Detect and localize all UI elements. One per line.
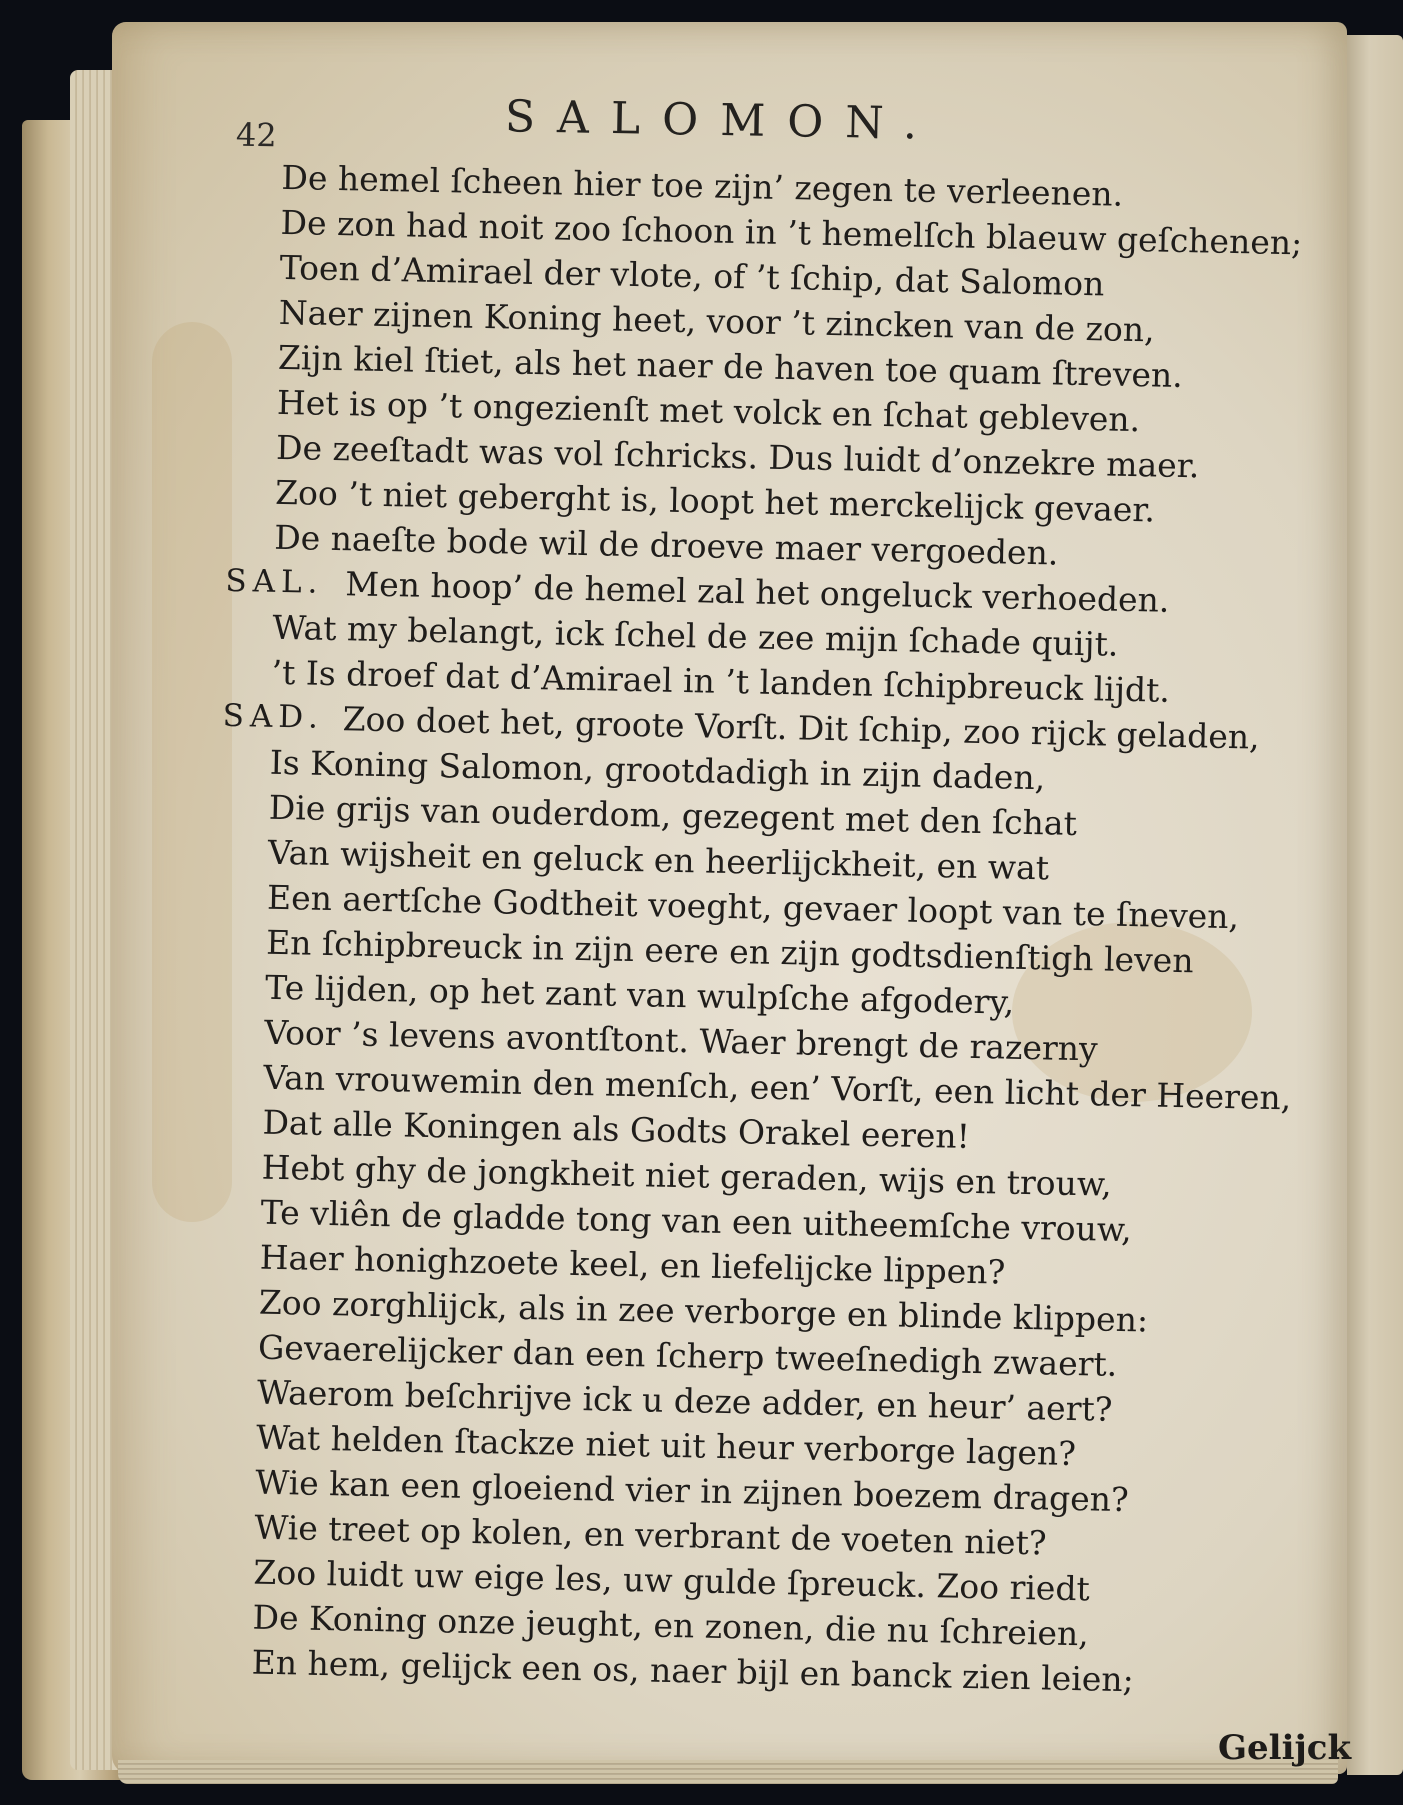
verse-text: Dat alle Koningen als Godts Orakel eeren! <box>262 1102 971 1156</box>
verse-text: Toen d’Amirael der vlote, of ’t ſchip, dat Salomon <box>279 247 1105 304</box>
verse-text: Wie kan een gloeiend vier in zijnen boezem dragen? <box>254 1462 1130 1520</box>
verse-text: De zeeſtadt was vol ſchricks. Dus luidt d’onzekre maer. <box>275 427 1200 486</box>
verse-text: Men hoop’ de hemel zal het ongeluck verhoeden. <box>345 564 1170 620</box>
verse-text: En ſchipbreuck in zijn eere en zijn godtsdienſtigh leven <box>265 922 1194 981</box>
verse-text: Is Koning Salomon, grootdadigh in zijn daden, <box>269 742 1046 798</box>
verse-text: Die grijs van ouderdom, gezegent met den ſchat <box>268 787 1078 843</box>
verse-text: ’t Is droef dat d’Amirael in ’t landen ſchipbreuck lijdt. <box>271 652 1171 710</box>
page-number: 42 <box>235 115 278 155</box>
verse-text: Hebt ghy de jongkheit niet geraden, wijs en trouw, <box>261 1147 1113 1204</box>
verse-text: Zijn kiel ſtiet, als het naer de haven toe quam ſtreven. <box>277 337 1184 396</box>
verse-text: Zoo ’t niet geberght is, loopt het merckelijck gevaer. <box>274 472 1156 530</box>
verse-text: Van wijsheit en geluck en heerlijckheit, en wat <box>267 832 1050 888</box>
verse-text: Voor ’s levens avontſtont. Waer brengt de razerny <box>263 1012 1099 1069</box>
verse-text: De hemel ſcheen hier toe zijn’ zegen te verleenen. <box>281 157 1124 214</box>
catchword: Gelijck <box>1218 1728 1352 1768</box>
verse-text: Gevaerelijcker dan een ſcherp tweeſnedigh zwaert. <box>257 1327 1118 1384</box>
verse-text: Te lijden, op het zant van wulpſche afgodery, <box>264 967 1015 1022</box>
verse-text: Wat my belangt, ick ſchel de zee mijn ſchade quijt. <box>272 607 1119 664</box>
verse-text: De Koning onze jeught, en zonen, die nu ſchreien, <box>252 1597 1090 1654</box>
verse-text: Waerom beſchrijve ick u deze adder, en heur’ aert? <box>256 1372 1113 1429</box>
facing-page-edge <box>1347 35 1403 1775</box>
verse-text: Van vrouwemin den menſch, een’ Vorſt, een licht der Heeren, <box>263 1057 1292 1118</box>
verse-text: Het is op ’t ongezienſt met volck en ſchat gebleven. <box>276 382 1141 440</box>
verse-text: En hem, gelijck een os, naer bijl en banck zien leien; <box>251 1642 1135 1700</box>
verse-block <box>207 154 1317 1705</box>
verse-text: Zoo doet het, groote Vorſt. Dit ſchip, zoo rijck geladen, <box>342 699 1260 757</box>
speaker-label: SAD. <box>222 697 325 736</box>
verse-text: Naer zijnen Koning heet, voor ’t zincken van de zon, <box>278 292 1155 350</box>
verse-text: Wie treet op kolen, en verbrant de voeten niet? <box>254 1507 1047 1563</box>
verse-text: De zon had noit zoo ſchoon in ’t hemelſch blaeuw geſchenen; <box>280 202 1303 263</box>
verse-text: Zoo luidt uw eige les, uw gulde ſpreuck. Zoo riedt <box>253 1552 1091 1609</box>
verse-text: Zoo zorghlijck, als in zee verborge en blinde klippen: <box>258 1282 1149 1340</box>
verse-text: Te vliên de gladde tong van een uitheemſche vrouw, <box>260 1192 1133 1250</box>
verse-text: Haer honighzoete keel, en liefelijcke lippen? <box>259 1237 1006 1292</box>
running-head: SALOMON. <box>504 91 940 150</box>
verse-text: Een aertſche Godtheit voeght, gevaer loopt van te ſneven, <box>266 877 1240 937</box>
speaker-label: SAL. <box>225 562 324 601</box>
verse-text: Wat helden ſtackze niet uit heur verborge lagen? <box>255 1417 1077 1474</box>
page-stack-bottom <box>118 1760 1338 1784</box>
verse-text: De naeſte bode wil de droeve maer vergoeden. <box>273 517 1059 573</box>
